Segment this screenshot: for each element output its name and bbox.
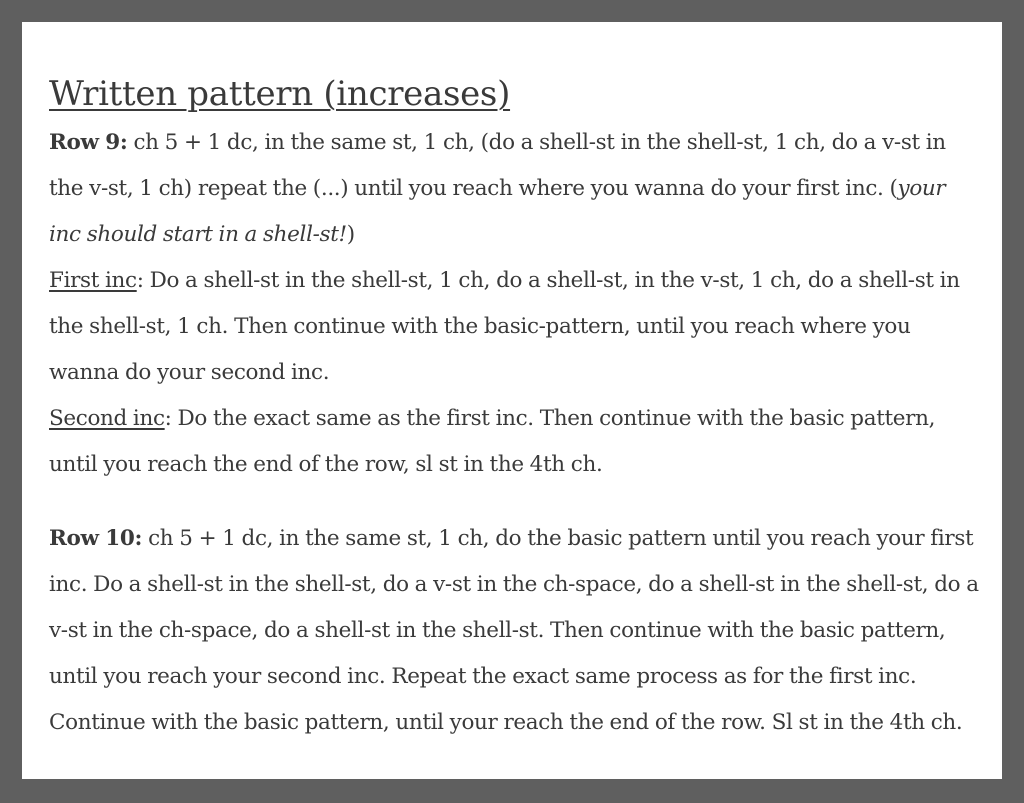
row-10-text: ch 5 + 1 dc, in the same st, 1 ch, do the basic pattern until you reach your first inc. Do a shell-st in the shell-st, do a v-st in the ch-space, do a shell-st in the shell-st, do a v-st in the ch-space, do a shell-st in the shell-st. Then continue with the basic pattern, until you reach your second inc. Repeat the exact same process as for the first inc. Continue with the basic pattern, until your reach the end of the row. Sl st in the 4th ch.	[49, 526, 979, 735]
second-inc-label: Second inc	[49, 406, 165, 431]
first-inc-text: : Do a shell-st in the shell-st, 1 ch, do a shell-st, in the v-st, 1 ch, do a shell-st in the shell-st, 1 ch. Then continue with the basic-pattern, until you reach where you wanna do your second inc.	[49, 268, 960, 385]
second-inc-paragraph	[49, 396, 982, 488]
section-gap	[49, 488, 982, 516]
row-9-note: your inc should start in a shell-st!	[49, 176, 946, 247]
second-inc-text: : Do the exact same as the first inc. Then continue with the basic pattern, until you reach the end of the row, sl st in the 4th ch.	[49, 406, 936, 477]
row-9-text-end: )	[346, 222, 355, 247]
row-10-section	[49, 516, 982, 746]
row-9-paragraph	[49, 120, 982, 258]
row-10-label: Row 10:	[49, 526, 143, 551]
first-inc-paragraph	[49, 258, 982, 396]
row-9-label: Row 9:	[49, 130, 128, 155]
row-9-text: ch 5 + 1 dc, in the same st, 1 ch, (do a shell-st in the shell-st, 1 ch, do a v-st in the v-st, 1 ch) repeat the (...) until you reach where you wanna do your first inc. (	[49, 130, 946, 201]
row-10-paragraph	[49, 516, 982, 746]
row-9-section	[49, 120, 982, 488]
page-title: Written pattern (increases)	[49, 74, 511, 114]
first-inc-label: First inc	[49, 268, 137, 293]
pattern-page	[22, 22, 1002, 779]
